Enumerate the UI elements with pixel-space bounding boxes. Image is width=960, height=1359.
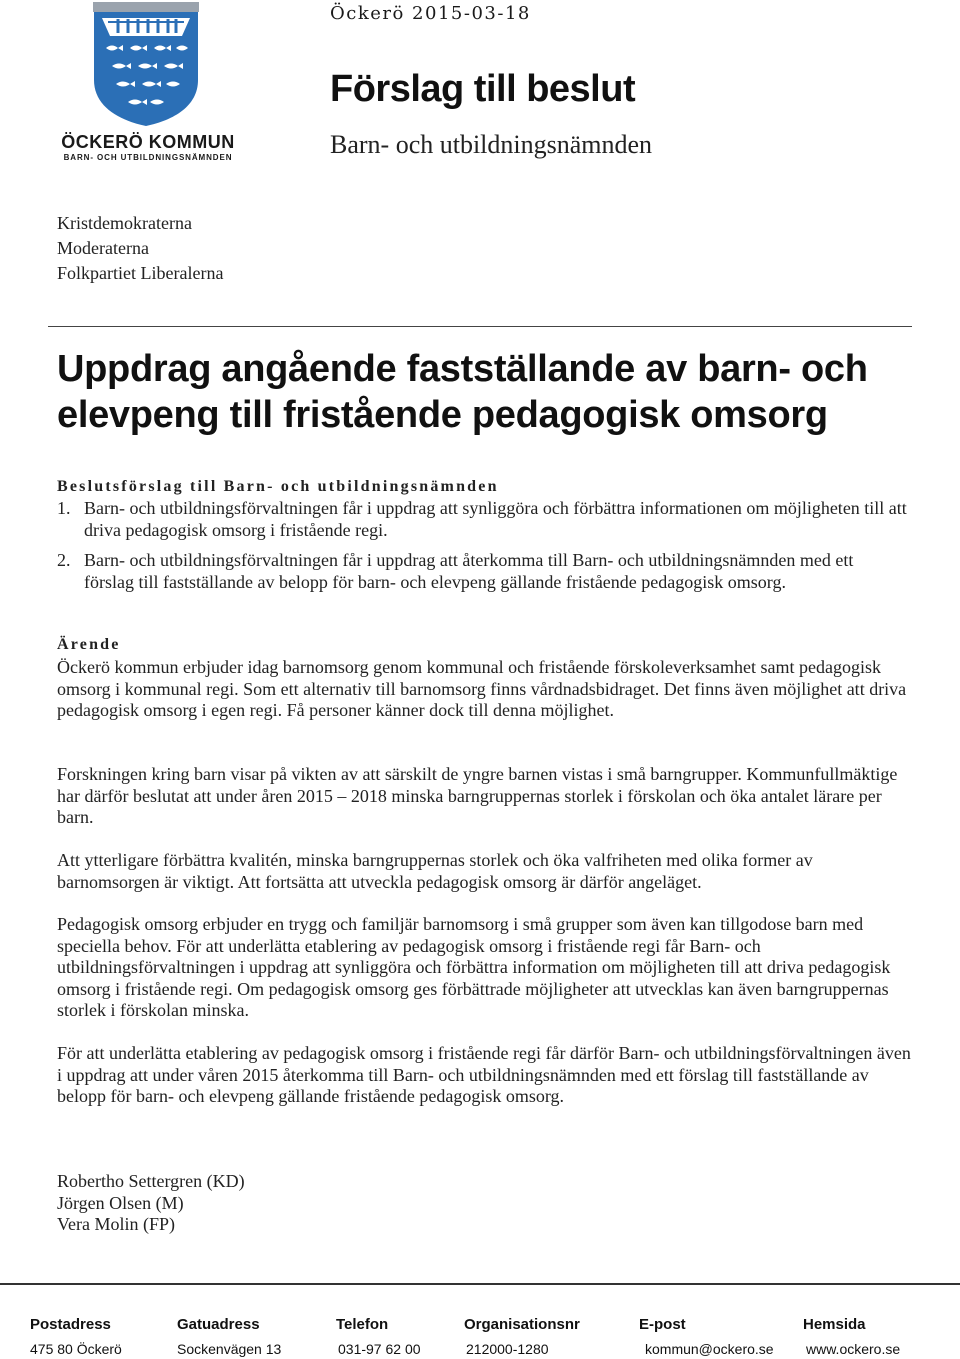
decision-heading: Beslutsförslag till Barn- och utbildningsnämnden: [57, 478, 499, 495]
signer-name: Jörgen Olsen (M): [57, 1192, 184, 1213]
motion-heading: [57, 346, 917, 438]
signer-name: Robertho Settergren (KD): [57, 1171, 245, 1191]
decision-item: [57, 498, 907, 541]
matter-paragraph: Att ytterligare förbättra kvalitén, minska barngruppernas storlek och öka valfriheten med olika former av barnomsorgen är viktigt. Att fortsätta att utveckla pedagogisk omsorg är därför angeläget.: [57, 850, 813, 892]
document-title: Förslag till beslut: [330, 68, 636, 110]
footer-label-postal: Postadress: [30, 1316, 111, 1333]
footer-org-number: 212000-1280: [466, 1341, 549, 1357]
footer-label-orgnr: Organisationsnr: [464, 1316, 580, 1333]
party-name: Kristdemokraterna: [57, 213, 192, 233]
party-list: [57, 211, 223, 286]
municipality-logo: [56, 2, 240, 162]
document-date: Öckerö 2015-03-18: [330, 3, 531, 24]
party-name: Moderaterna: [57, 238, 149, 258]
decision-item: [57, 550, 907, 593]
motion-heading-line: elevpeng till fristående pedagogisk omsorg: [57, 394, 828, 436]
logo-crown: [93, 2, 199, 12]
motion-heading-line: Uppdrag angående fastställande av barn- och: [57, 348, 868, 390]
footer-divider: [0, 1283, 960, 1285]
decision-item-number: 1.: [57, 498, 71, 518]
matter-paragraph: Öckerö kommun erbjuder idag barnomsorg genom kommunal och fristående förskoleverksamhet samt pedagogisk omsorg i kommunal regi. Som ett alternativ till barnomsorg finns vårdnadsbidraget. Det finns även möjlighet att driva pedagogisk omsorg i egen regi. Få personer känner dock till denna möjlighet.: [57, 657, 907, 720]
footer-email-link[interactable]: kommun@ockero.se: [645, 1341, 774, 1357]
matter-heading: Ärende: [57, 636, 121, 653]
signature-block: [57, 1171, 245, 1236]
header-divider: [48, 326, 912, 327]
footer-postal-address: 475 80 Öckerö: [30, 1341, 122, 1357]
footer-label-phone: Telefon: [336, 1316, 389, 1333]
footer-phone: 031-97 62 00: [338, 1341, 421, 1357]
logo-department: BARN- OCH UTBILDNINGSNÄMNDEN: [63, 153, 233, 162]
matter-paragraph: Pedagogisk omsorg erbjuder en trygg och familjär barnomsorg i små grupper som även kan tillgodose barn med speciella behov. För att underlätta etablering av pedagogisk omsorg i fristående regi får Barn- och utbildningsförvaltningen i uppdrag att synliggöra och förbättra information om möjligheten till att driva pedagogisk omsorg i fristående regi. Om pedagogisk omsorg ges förbättrade möjligheter att utvecklas kan även barngruppernas storlek i förskolan minska.: [57, 914, 891, 1020]
footer-label-street: Gatuadress: [177, 1316, 260, 1333]
party-name: Folkpartiet Liberalerna: [57, 263, 224, 283]
signer-name: Vera Molin (FP): [57, 1214, 175, 1234]
decision-item-text: Barn- och utbildningsförvaltningen får i uppdrag att synliggöra och förbättra informationen om möjligheten till att driva pedagogisk omsorg i fristående regi.: [84, 498, 907, 540]
footer-street-address: Sockenvägen 13: [177, 1341, 282, 1357]
logo-wordmark: ÖCKERÖ KOMMUN: [61, 132, 235, 152]
matter-paragraph: För att underlätta etablering av pedagogisk omsorg i fristående regi får därför Barn- och utbildningsförvaltningen även i uppdrag att under våren 2015 återkomma till Barn- och utbildningsnämnden med ett förslag till fastställande av belopp för barn- och elevpeng gällande fristående pedagogisk omsorg.: [57, 1043, 911, 1106]
document-subtitle: Barn- och utbildningsnämnden: [330, 130, 653, 159]
decision-item-text: Barn- och utbildningsförvaltningen får i uppdrag att återkomma till Barn- och utbildningsnämnden med ett förslag till fastställande av belopp för barn- och elevpeng gällande fristående pedagogisk omsorg.: [84, 550, 854, 592]
logo-boat: [102, 18, 190, 36]
footer-label-website: Hemsida: [803, 1316, 866, 1333]
matter-paragraph: Forskningen kring barn visar på vikten av att särskilt de yngre barnen vistas i små barngrupper. Kommunfullmäktige har därför beslutat att under åren 2015 – 2018 minska barngruppernas storlek i förskolan och öka antalet lärare per barn.: [57, 764, 898, 827]
footer-label-email: E-post: [639, 1316, 686, 1333]
footer-website-link[interactable]: www.ockero.se: [806, 1341, 901, 1357]
decision-item-number: 2.: [57, 550, 71, 570]
